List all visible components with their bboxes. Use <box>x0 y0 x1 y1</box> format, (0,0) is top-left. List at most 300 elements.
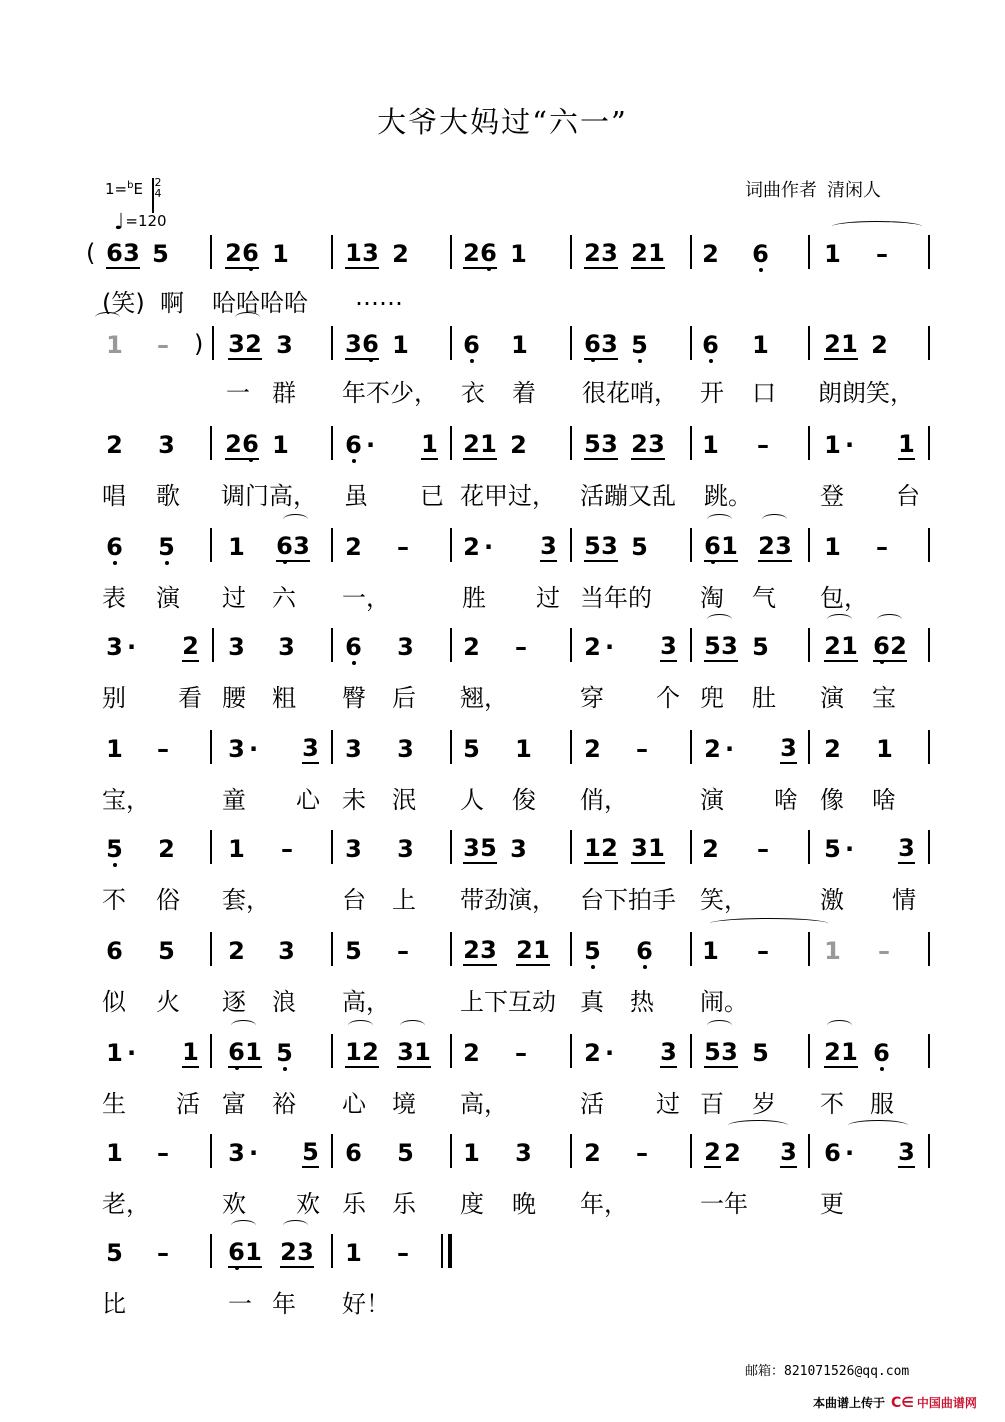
note-group <box>752 428 774 462</box>
lyric: 当年的 <box>580 584 652 612</box>
note-group <box>511 328 528 362</box>
barline <box>690 830 692 864</box>
note: – <box>878 937 890 965</box>
underlined-notes <box>302 734 319 764</box>
note: 1 <box>228 533 245 561</box>
slur-arc <box>848 1120 908 1131</box>
underlined-notes <box>631 239 665 269</box>
lyric: 俗 <box>156 886 180 914</box>
note-group <box>824 630 858 664</box>
note: 2 <box>463 1039 480 1067</box>
note: 1 <box>182 1038 199 1066</box>
note-group <box>660 630 677 664</box>
barline <box>570 528 572 562</box>
note-group <box>272 237 289 271</box>
note: 2 <box>631 239 648 267</box>
note: 6 <box>636 937 653 965</box>
notation-row <box>0 528 1005 568</box>
note-group <box>636 934 653 968</box>
lyric: 不 <box>820 1090 844 1118</box>
note: 6 <box>584 330 601 358</box>
note-group <box>752 934 774 968</box>
barline <box>928 528 930 562</box>
underlined-notes <box>345 330 379 360</box>
site-logo-icon: C∈ <box>891 1394 914 1411</box>
note: 1 <box>106 1139 123 1167</box>
note: – <box>757 835 769 863</box>
note: 3 <box>631 834 648 862</box>
note-group <box>228 1236 262 1270</box>
note: 2 <box>245 330 262 358</box>
barline <box>331 1134 333 1168</box>
barline <box>331 235 333 269</box>
note-group <box>584 630 618 664</box>
lyric: 百 <box>700 1090 724 1118</box>
note-group <box>345 328 379 362</box>
note: 6 <box>704 532 721 560</box>
note: – <box>757 937 769 965</box>
lyric: 心 <box>342 1090 366 1118</box>
barline <box>928 1134 930 1168</box>
lyric: 过 <box>536 584 560 612</box>
notation-row <box>0 1234 1005 1274</box>
note: – <box>397 533 409 561</box>
lyric: 年， <box>580 1190 628 1218</box>
lyric: 口 <box>752 379 776 407</box>
note: 2 <box>362 1038 379 1066</box>
note: 3 <box>480 936 497 964</box>
note-group <box>272 428 289 462</box>
note-group <box>758 530 792 564</box>
note: 1 <box>841 330 858 358</box>
note: 1 <box>876 735 893 763</box>
note: 5 <box>480 834 497 862</box>
note-group <box>702 832 719 866</box>
note-group <box>463 428 497 462</box>
lyric: 活 <box>176 1090 200 1118</box>
lyric: 活 <box>580 1090 604 1118</box>
lyric: 激 <box>820 886 844 914</box>
note: 2 <box>463 936 480 964</box>
note-group <box>584 237 618 271</box>
note: 2 <box>510 431 527 459</box>
barline <box>210 1134 212 1168</box>
barline <box>331 528 333 562</box>
note-group <box>345 832 362 866</box>
lyric: 比 <box>102 1290 126 1318</box>
note-group <box>463 934 497 968</box>
underlined-notes <box>345 1038 379 1068</box>
lyric: 衣 <box>461 379 485 407</box>
lyric: 唱 <box>102 482 126 510</box>
note: 3 <box>898 1138 915 1166</box>
note: 5 <box>302 1138 319 1166</box>
barline <box>570 830 572 864</box>
lyric: 俏， <box>580 786 628 814</box>
lyric: 一 <box>226 379 250 407</box>
note-group <box>584 832 618 866</box>
underlined-notes <box>225 239 259 269</box>
lyric: 粗 <box>272 684 296 712</box>
note: 3 <box>780 734 797 762</box>
note-group <box>397 732 414 766</box>
underlined-notes <box>631 430 665 460</box>
quarter-note-icon: ♩ <box>114 210 125 235</box>
note: 2 <box>345 533 362 561</box>
note: 5 <box>584 937 601 965</box>
barline <box>690 1134 692 1168</box>
lyric: 活蹦又乱 <box>580 482 676 510</box>
lyric: 朗朗笑， <box>818 379 914 407</box>
note: 1 <box>533 936 550 964</box>
note-group <box>463 530 497 564</box>
lyric: 一， <box>342 584 390 612</box>
note: · <box>844 835 855 863</box>
note: 2 <box>724 1139 741 1167</box>
lyric: 高， <box>342 988 390 1016</box>
author-name: 清闲人 <box>827 180 881 201</box>
barline <box>570 932 572 966</box>
note-group <box>510 1036 532 1070</box>
note-group <box>702 428 719 462</box>
barline <box>331 326 333 360</box>
underlined-notes <box>421 430 438 460</box>
note: 6 <box>228 1238 245 1266</box>
note: 1 <box>824 431 841 459</box>
upload-text: 本曲谱上传于 <box>813 1396 886 1410</box>
lyric: 高， <box>460 1090 508 1118</box>
lyrics-row <box>0 880 1005 914</box>
note: 5 <box>584 532 601 560</box>
note: 2 <box>584 633 601 661</box>
underlined-notes <box>516 936 550 966</box>
note-group <box>152 1136 174 1170</box>
lyrics-row <box>0 1184 1005 1218</box>
note: 2 <box>463 533 480 561</box>
note-group <box>152 1236 174 1270</box>
note: 1 <box>106 331 123 359</box>
note-group <box>106 328 123 362</box>
barline <box>331 1234 333 1268</box>
note: 3 <box>345 735 362 763</box>
underlined-notes <box>584 239 618 269</box>
barline <box>808 235 810 269</box>
note: 3 <box>397 835 414 863</box>
note: – <box>876 240 888 268</box>
note-group <box>106 530 123 564</box>
note-group <box>515 732 532 766</box>
note: 3 <box>510 835 527 863</box>
slur-arc <box>231 1220 256 1231</box>
note: 3 <box>660 632 677 660</box>
slur-arc <box>95 312 120 323</box>
barline <box>808 426 810 460</box>
barline <box>690 528 692 562</box>
lyric: 服 <box>870 1090 894 1118</box>
note-group <box>780 1136 797 1170</box>
note-group <box>302 1136 319 1170</box>
note: 5 <box>158 937 175 965</box>
lyric: 乐 <box>392 1190 416 1218</box>
slur-arc <box>348 1020 373 1031</box>
note-group <box>276 328 293 362</box>
notation-row <box>0 730 1005 770</box>
note: 1 <box>841 632 858 660</box>
note-group <box>724 1136 741 1170</box>
note: 2 <box>824 330 841 358</box>
underlined-notes <box>182 1038 199 1068</box>
note: 1 <box>345 239 362 267</box>
lyric: 已 <box>420 482 444 510</box>
open-parenthesis: ( <box>86 239 96 267</box>
note: 3 <box>660 1038 677 1066</box>
barline <box>570 426 572 460</box>
note: 6 <box>752 240 769 268</box>
lyric: 晚 <box>512 1190 536 1218</box>
lyric: 臀 <box>342 684 366 712</box>
underlined-notes <box>824 1038 858 1068</box>
note: 1 <box>841 1038 858 1066</box>
underlined-notes <box>540 532 557 562</box>
lyric: 好！ <box>342 1290 390 1318</box>
notation-row <box>0 235 1005 275</box>
note: 6 <box>362 330 379 358</box>
note: 5 <box>397 1139 414 1167</box>
barline <box>450 830 452 864</box>
note: 1 <box>824 533 841 561</box>
lyrics-row <box>0 373 1005 407</box>
note: 1 <box>272 240 289 268</box>
underlined-notes <box>704 632 738 662</box>
underlined-notes <box>397 1038 431 1068</box>
note: 6 <box>345 633 362 661</box>
final-barline <box>441 1234 443 1268</box>
note-group <box>752 1036 769 1070</box>
note: – <box>157 331 169 359</box>
lyric: 演 <box>700 786 724 814</box>
note: 3 <box>601 330 618 358</box>
lyric: 啥 <box>872 786 896 814</box>
note-group <box>463 1136 480 1170</box>
note: – <box>157 1239 169 1267</box>
note-group <box>152 328 174 362</box>
note-group <box>345 1136 362 1170</box>
barline <box>570 1034 572 1068</box>
note: 1 <box>824 937 841 965</box>
note: 2 <box>463 430 480 458</box>
note-group <box>780 732 797 766</box>
notation-row <box>0 326 1005 366</box>
barline <box>450 326 452 360</box>
note-group <box>397 1036 431 1070</box>
note-group <box>345 237 379 271</box>
note: 2 <box>584 239 601 267</box>
note: · <box>126 633 137 661</box>
underlined-notes <box>758 532 792 562</box>
note: · <box>604 633 615 661</box>
note-group <box>702 328 719 362</box>
lyric: 一 <box>228 1290 252 1318</box>
note-group <box>631 328 648 362</box>
note-group <box>704 630 738 664</box>
note: – <box>636 1139 648 1167</box>
lyric: 欢 <box>222 1190 246 1218</box>
barline <box>690 628 692 662</box>
note-group <box>702 237 719 271</box>
barline <box>331 628 333 662</box>
note-group <box>702 934 719 968</box>
note-group <box>824 732 841 766</box>
underlined-notes <box>463 936 497 966</box>
note: 2 <box>871 331 888 359</box>
lyrics-row <box>0 476 1005 510</box>
note-group <box>225 237 259 271</box>
note: 6 <box>345 1139 362 1167</box>
note-group <box>228 934 245 968</box>
footer-email: 邮箱：821071526@qq.com <box>745 1364 910 1379</box>
note-group <box>584 428 618 462</box>
underlined-notes <box>225 430 259 460</box>
barline <box>331 1034 333 1068</box>
note: 5 <box>824 835 841 863</box>
time-top: 2 <box>154 176 162 189</box>
lyric: 闹。 <box>700 988 748 1016</box>
lyric: 生 <box>102 1090 126 1118</box>
note-group <box>824 934 841 968</box>
note: 6 <box>242 430 259 458</box>
underlined-notes <box>584 532 618 562</box>
barline <box>331 730 333 764</box>
barline <box>331 932 333 966</box>
lyric: 裕 <box>272 1090 296 1118</box>
lyric: 群 <box>272 379 296 407</box>
underlined-notes <box>660 1038 677 1068</box>
notation-row <box>0 426 1005 466</box>
note-group <box>397 630 414 664</box>
barline <box>928 326 930 360</box>
lyric: 后 <box>392 684 416 712</box>
note-group <box>510 237 527 271</box>
note-group <box>158 832 175 866</box>
underlined-notes <box>106 239 140 269</box>
slur-arc <box>400 1020 425 1031</box>
note: 1 <box>228 835 245 863</box>
note: 2 <box>463 239 480 267</box>
lyric: 岁 <box>752 1090 776 1118</box>
barline <box>450 528 452 562</box>
note-group <box>824 328 858 362</box>
underlined-notes <box>873 632 907 662</box>
lyric: 一年 <box>700 1190 748 1218</box>
note: 2 <box>584 1139 601 1167</box>
note: 1 <box>245 1038 262 1066</box>
note: 2 <box>106 431 123 459</box>
note-group <box>704 1136 721 1170</box>
note: 1 <box>463 1139 480 1167</box>
underlined-notes <box>182 632 199 662</box>
barline <box>210 1034 212 1068</box>
note-group <box>158 530 175 564</box>
note-group <box>182 630 199 664</box>
barline <box>450 426 452 460</box>
lyric: 演 <box>820 684 844 712</box>
note: 3 <box>106 633 123 661</box>
note-group <box>631 1136 653 1170</box>
note: 6 <box>824 1139 841 1167</box>
barline <box>928 1034 930 1068</box>
note-group <box>752 237 769 271</box>
lyric: 不 <box>102 886 126 914</box>
lyric: 热 <box>630 988 654 1016</box>
barline <box>690 235 692 269</box>
note: – <box>757 431 769 459</box>
note: 1 <box>511 331 528 359</box>
lyric: 带劲演， <box>460 886 556 914</box>
note-group <box>228 530 245 564</box>
note-group <box>152 732 174 766</box>
note: 1 <box>106 735 123 763</box>
note-group <box>631 832 665 866</box>
note: 3 <box>898 834 915 862</box>
barline <box>690 730 692 764</box>
note: 3 <box>648 430 665 458</box>
note: 2 <box>704 735 721 763</box>
underlined-notes <box>302 1138 319 1168</box>
note: 3 <box>228 330 245 358</box>
note-group <box>898 428 915 462</box>
lyric: 看 <box>178 684 202 712</box>
lyric: …… <box>355 283 403 311</box>
note: 1 <box>702 431 719 459</box>
barline <box>570 326 572 360</box>
note-group <box>824 237 841 271</box>
note-group <box>302 732 319 766</box>
note: 3 <box>601 430 618 458</box>
note: 6 <box>873 632 890 660</box>
note-group <box>631 428 665 462</box>
note-group <box>228 1136 262 1170</box>
note-group <box>106 1136 123 1170</box>
barline <box>210 932 212 966</box>
note: 3 <box>515 1139 532 1167</box>
lyric: 上 <box>392 886 416 914</box>
note-group <box>516 934 550 968</box>
lyric: 火 <box>156 988 180 1016</box>
lyrics-row <box>0 283 1005 317</box>
slur-arc <box>283 1220 308 1231</box>
note: 1 <box>510 240 527 268</box>
note-group <box>752 328 769 362</box>
lyric: 像 <box>820 786 844 814</box>
note: 3 <box>775 532 792 560</box>
slur-arc <box>832 221 922 232</box>
note-group <box>392 328 409 362</box>
lyric: 演 <box>156 584 180 612</box>
underlined-notes <box>780 734 797 764</box>
lyric: 宝， <box>102 786 150 814</box>
note: 6 <box>106 533 123 561</box>
note-group <box>824 1036 858 1070</box>
note: 5 <box>152 240 169 268</box>
lyric: 啥 <box>774 786 798 814</box>
underlined-notes <box>276 532 310 562</box>
note: 2 <box>890 632 907 660</box>
lyric: 胜 <box>462 584 486 612</box>
lyric: 虽 <box>344 482 368 510</box>
note: 3 <box>293 532 310 560</box>
note-group <box>876 732 893 766</box>
lyric: 兜 <box>700 684 724 712</box>
